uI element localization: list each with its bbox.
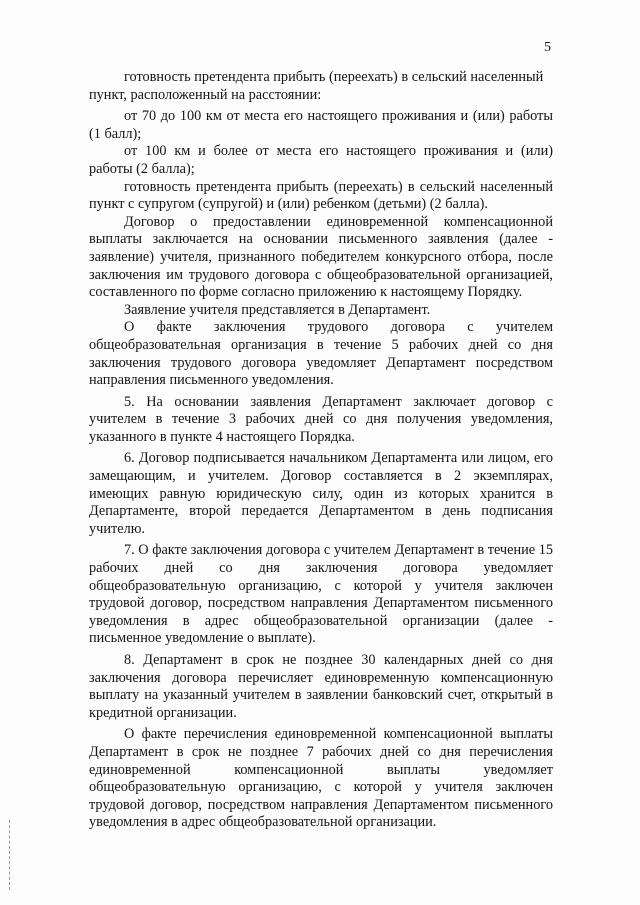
paragraph-100-km-plus: от 100 км и более от места его настоящего проживания и (или) работы (2 балла); (89, 143, 553, 177)
paragraph-item-5: 5. На основании заявления Департамент заключает договор с учителем в течение 3 рабочих дней со дня получения уведомления, указанного в пункте 4 настоящего Порядка. (89, 393, 553, 445)
scan-edge-mark (9, 820, 12, 890)
paragraph-payment-notice: О факте перечисления единовременной компенсационной выплаты Департамент в срок не позднее 7 рабочих дней со дня перечисления единовременной компенсационной выплаты уведомляет общеобразовательную организацию, с которой у учителя заключен трудовой договор, посредством направления Департаментом письменного уведомления в адрес общеобразовательной организации. (89, 726, 553, 831)
paragraph-located-at-distance: пункт, расположенный на расстоянии: (89, 86, 322, 103)
document-body (89, 69, 553, 832)
paragraph-item-6: 6. Договор подписывается начальником Департамента или лицом, его замещающим, и учителем. Договор составляется в 2 экземплярах, имеющих равную юридическую силу, один из которых хранится в Департаменте, второй передается Департаментом в день подписания учителю. (89, 450, 553, 537)
paragraph-agreement-basis: Договор о предоставлении единовременной компенсационной выплаты заключается на основании письменного заявления (далее - заявление) учителя, признанного победителем конкурсного отбора, после заключения им трудового договора с общеобразовательной организацией, составленного по форме согласно приложению к настоящему Порядку. (89, 213, 553, 301)
paragraph-labor-contract-notice: О факте заключения трудового договора с учителем общеобразовательная организация в течение 5 рабочих дней со дня заключения трудового договора уведомляет Департамент посредством направления письменного уведомления. (89, 319, 553, 389)
paragraph-item-7: 7. О факте заключения договора с учителем Департамент в течение 15 рабочих дней со дня заключения договора уведомляет общеобразовательную организацию, с которой у учителя заключен трудовой договор, посредством направления Департаментом письменного уведомления в адрес общеобразовательной организации (далее - письменное уведомление о выплате). (89, 542, 553, 647)
paragraph-70-100-km: от 70 до 100 км от места его настоящего проживания и (или) работы (1 балл); (89, 108, 553, 142)
paragraph-readiness-relocate: готовность претендента прибыть (переехать) в сельский населенный (124, 69, 544, 85)
paragraph-readiness-with-family: готовность претендента прибыть (переехать) в сельский населенный пункт с супругом (супругой) и (или) ребенком (детьми) (2 балла). (89, 178, 553, 213)
paragraph-application-submitted: Заявление учителя представляется в Департамент. (124, 301, 431, 318)
page-number: 5 (544, 40, 551, 55)
paragraph-item-8: 8. Департамент в срок не позднее 30 календарных дней со дня заключения договора перечисляет единовременную компенсационную выплату на указанный учителем в заявлении банковский счет, открытый в кредитной организации. (89, 652, 553, 721)
